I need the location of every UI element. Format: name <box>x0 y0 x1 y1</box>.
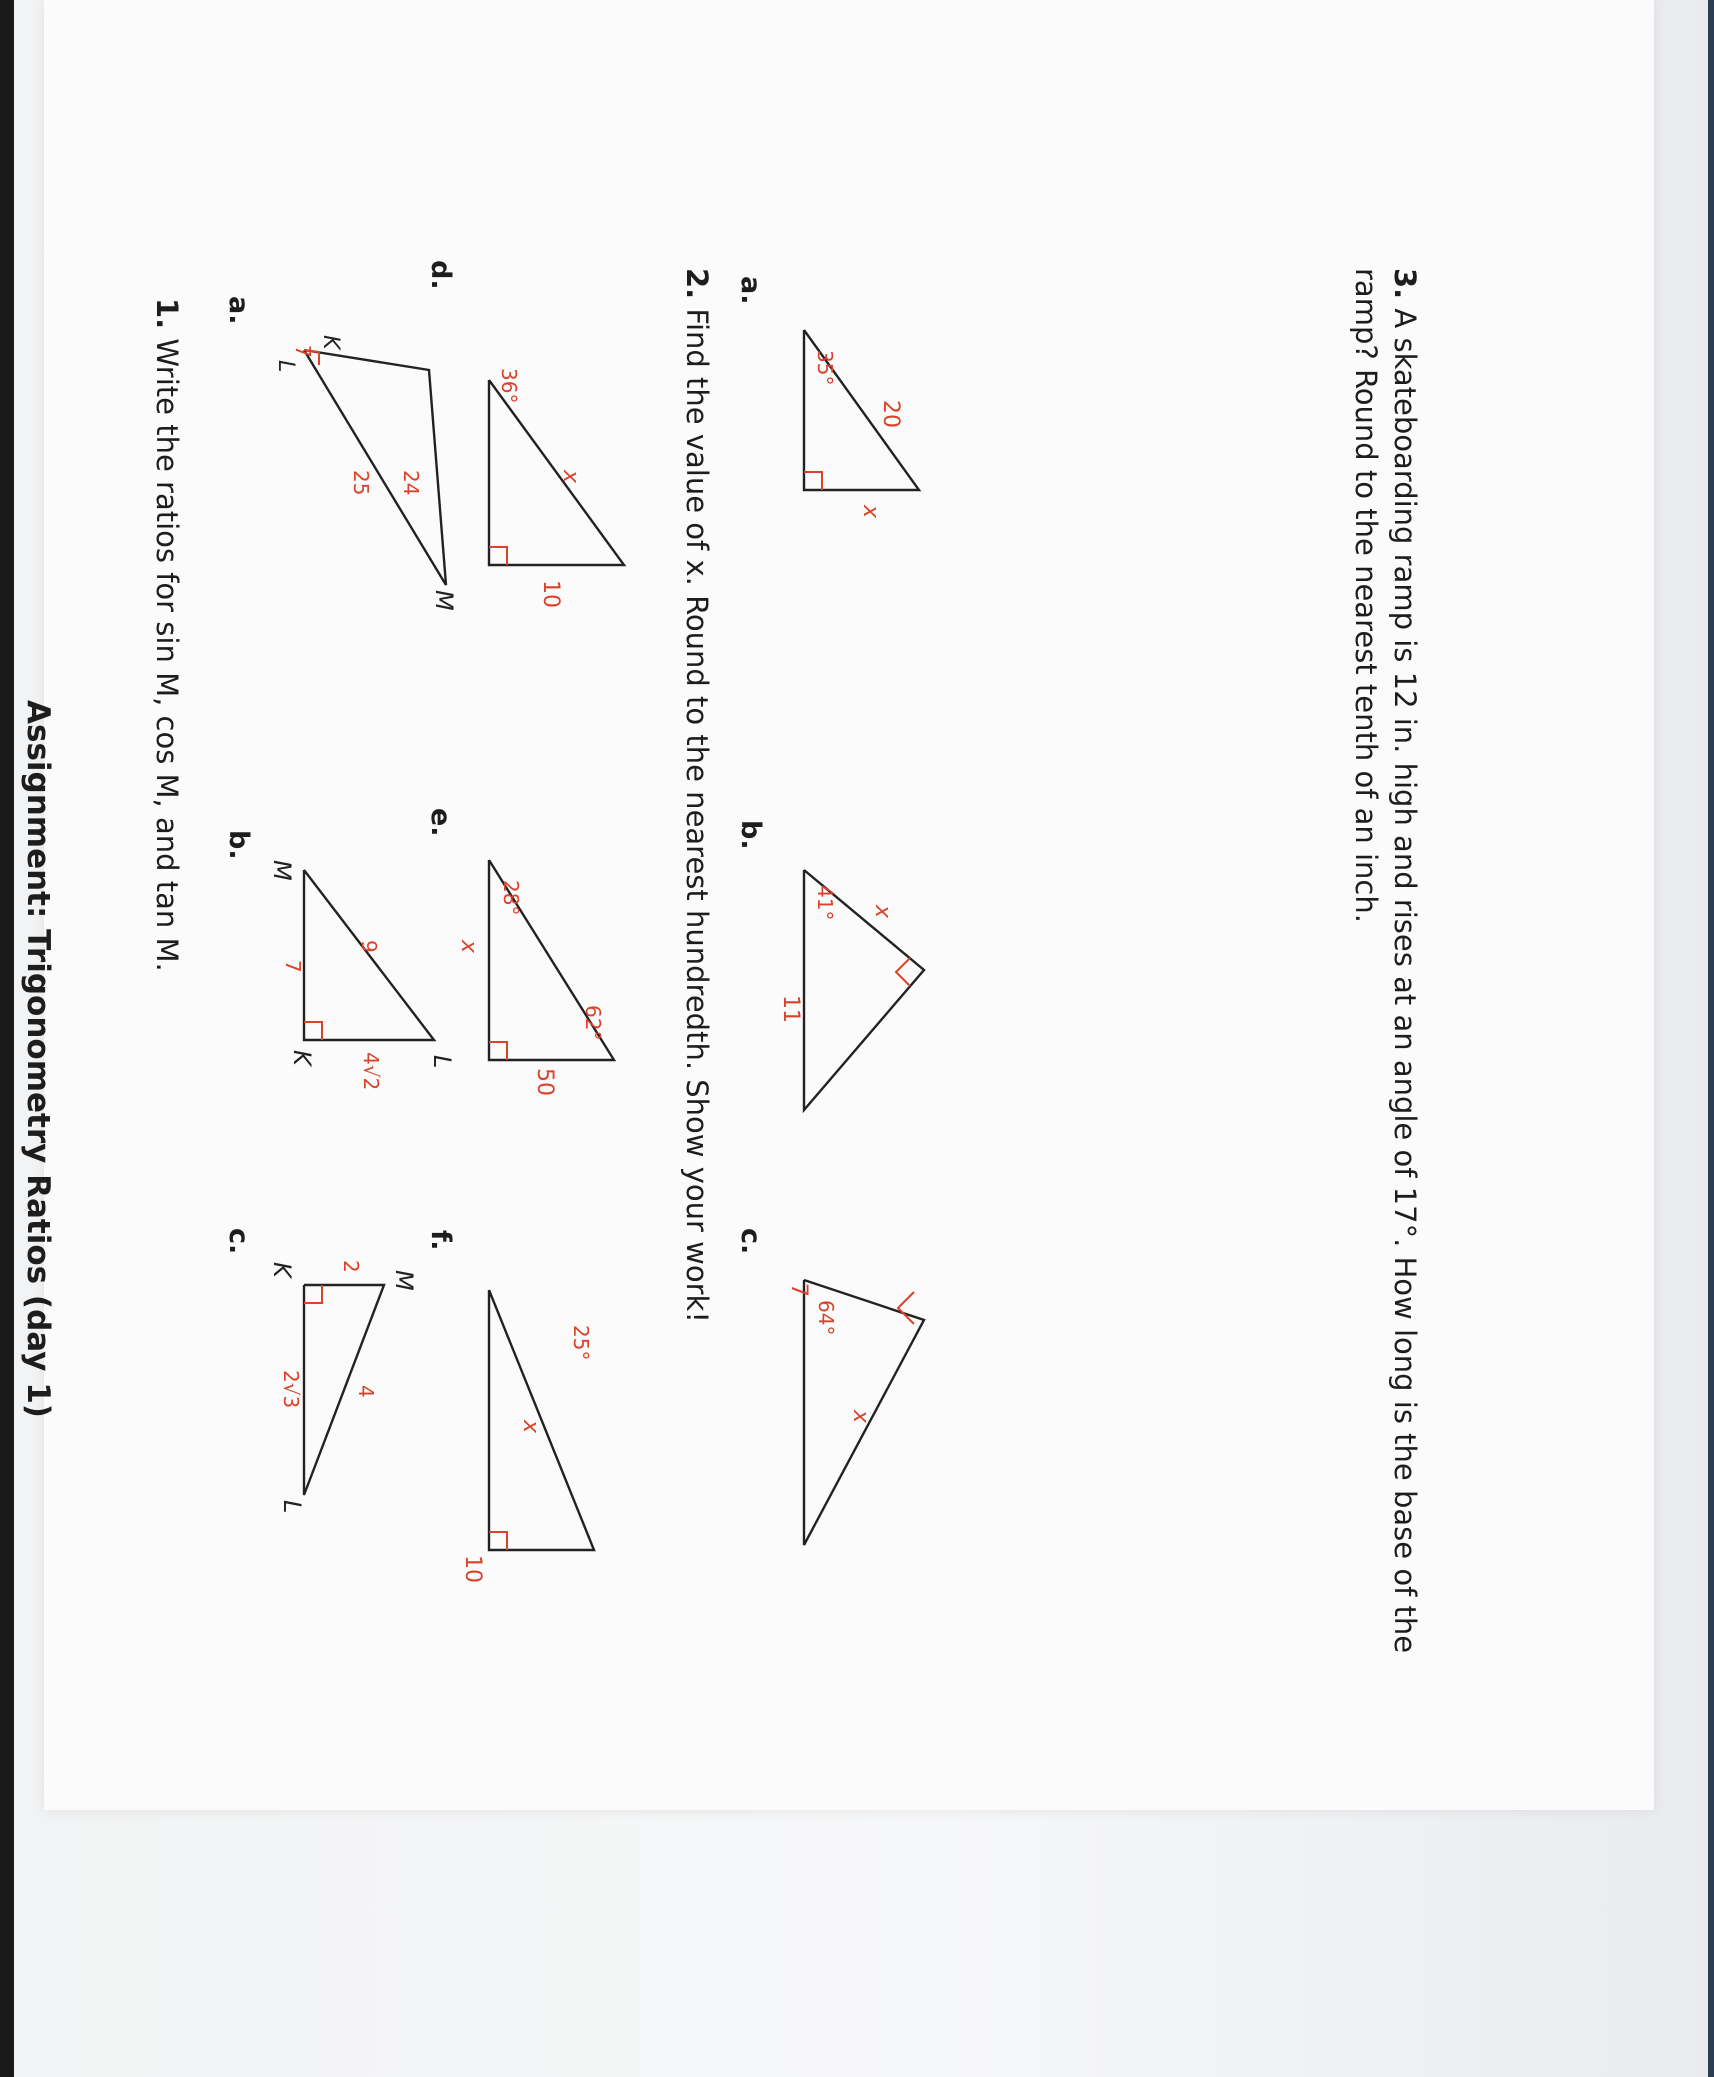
q1a-sides <box>304 350 446 585</box>
q2-part-c-label: c. <box>735 1228 766 1255</box>
q2b-angle: 41° <box>813 885 837 921</box>
q2a-triangle <box>804 330 919 519</box>
q2c-side-7: 7 <box>786 1283 811 1297</box>
q2e-angle-62: 62° <box>581 1005 605 1041</box>
question-3-prompt: A skateboarding ramp is 12 in. high and rises at an angle of 17°. How long is the base of the ramp? Round to the nearest tenth of an inch. <box>1348 268 1422 1654</box>
page-title: Assignment: Trigonometry Ratios (day 1) <box>20 700 56 1418</box>
q2-part-e-label: e. <box>425 808 456 837</box>
q1a-vertex-k: K <box>318 335 343 350</box>
q1c-side-km: 2 <box>339 1260 363 1273</box>
q2b-side-11: 11 <box>778 995 803 1023</box>
q2e-right-angle <box>489 1042 507 1060</box>
q2d-unknown-x: x <box>558 470 583 484</box>
q1c-triangle <box>268 1260 418 1513</box>
q2e-unknown-x: x <box>456 940 481 954</box>
q2f-triangle <box>460 1290 594 1583</box>
q2e-angle-28: 28° <box>499 880 523 916</box>
q2e-triangle <box>456 860 614 1096</box>
question-2-prompt: Find the value of x. Round to the nearest hundredth. Show your work! <box>680 308 714 1323</box>
question-1-number: 1. <box>150 298 184 330</box>
q2c-angle: 64° <box>814 1300 838 1336</box>
q2e-side-50: 50 <box>532 1068 557 1096</box>
q2d-side-10: 10 <box>538 580 563 608</box>
q2a-unknown-x: x <box>858 505 883 519</box>
q1c-vertex-l: L <box>278 1500 306 1514</box>
q1b-vertex-m: M <box>268 860 296 881</box>
q1b-side-mk: 7 <box>281 960 305 973</box>
q1b-sides <box>304 870 434 1040</box>
q2-part-a-label: a. <box>735 276 766 305</box>
q2b-triangle <box>778 870 924 1110</box>
q2-part-f-label: f. <box>425 1230 456 1251</box>
question-1-prompt: Write the ratios for sin M, cos M, and tan M. <box>150 338 184 972</box>
q2c-triangle <box>786 1280 924 1545</box>
q2f-unknown-x: x <box>518 1420 543 1434</box>
q2d-angle: 36° <box>497 368 521 404</box>
q1b-right-angle <box>304 1022 322 1040</box>
q2f-right-angle <box>489 1532 507 1550</box>
q1a-leg-short: 7 <box>291 345 315 358</box>
q1a-vertex-l: L <box>273 360 298 373</box>
q1a-hypotenuse: 25 <box>349 470 373 496</box>
question-3-number: 3. <box>1388 268 1422 300</box>
q1b-vertex-k: K <box>288 1050 316 1066</box>
q2f-angle: 25° <box>569 1325 593 1361</box>
q2d-triangle <box>489 368 624 608</box>
q2d-sides <box>489 380 624 565</box>
q1c-vertex-k: K <box>268 1262 296 1278</box>
q1c-vertex-m: M <box>390 1270 418 1291</box>
q1-part-b-label: b. <box>223 830 254 860</box>
q1b-side-kl: 4√2 <box>359 1052 383 1091</box>
q2a-hypotenuse: 20 <box>878 400 903 428</box>
q1-part-a-label: a. <box>223 296 254 325</box>
q2c-unknown-x: x <box>848 1410 873 1424</box>
q2c-right-angle <box>898 1292 914 1324</box>
q2a-angle: 35° <box>813 350 837 386</box>
q1c-side-kl: 2√3 <box>279 1370 303 1409</box>
q1b-triangle <box>268 860 456 1090</box>
q1b-vertex-l: L <box>428 1055 456 1069</box>
q1a-leg-long: 24 <box>399 470 423 496</box>
q1b-side-ml: 9 <box>357 940 381 953</box>
q2b-unknown-x: x <box>870 905 895 919</box>
q2-part-d-label: d. <box>425 260 456 290</box>
q2-part-b-label: b. <box>735 820 766 850</box>
q1a-vertex-m: M <box>430 590 458 611</box>
q1a-triangle <box>273 335 458 611</box>
q2a-right-angle <box>804 472 822 490</box>
q1c-right-angle <box>304 1285 322 1303</box>
q1-part-c-label: c. <box>223 1228 254 1255</box>
q2f-side-10: 10 <box>460 1555 485 1583</box>
q2b-right-angle <box>896 958 910 986</box>
q1c-side-lm: 4 <box>354 1385 378 1398</box>
q2d-right-angle <box>489 547 507 565</box>
question-2-number: 2. <box>680 268 714 300</box>
